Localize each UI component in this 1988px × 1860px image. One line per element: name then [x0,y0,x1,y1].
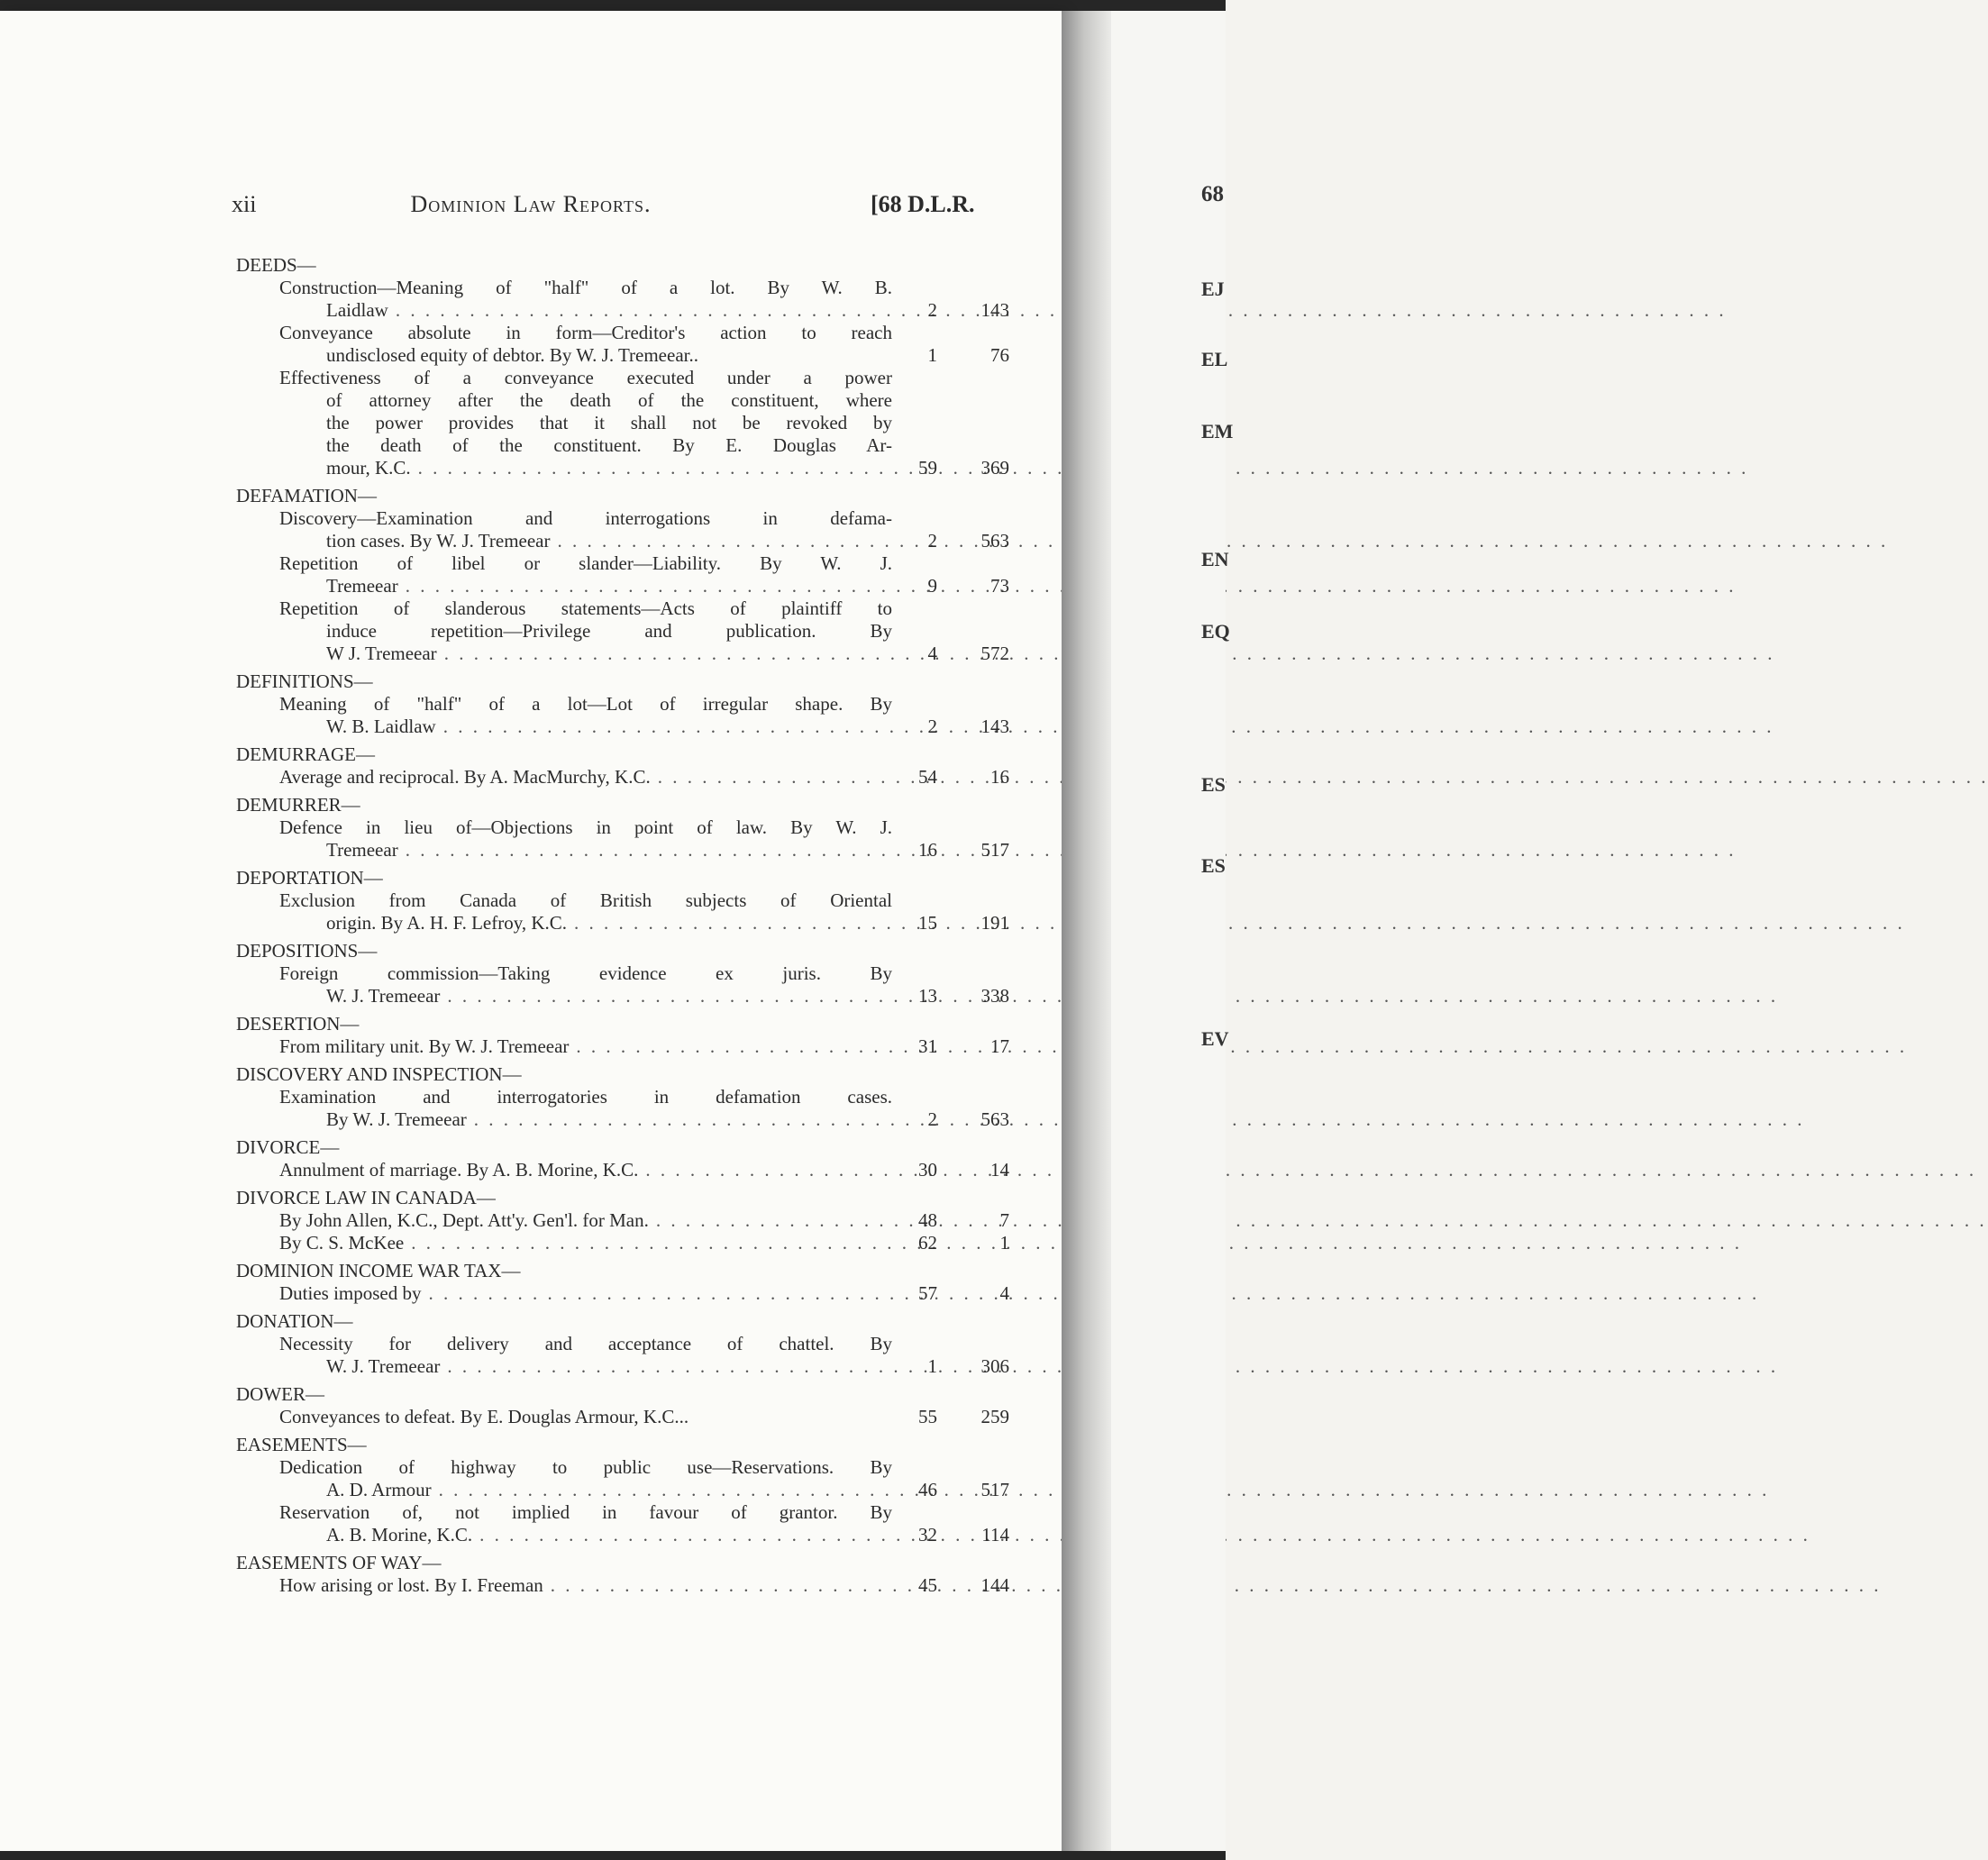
entry-text-line: Examination and interrogatories in defamation cases. [279,1086,892,1108]
index-entry [234,277,1009,322]
index-entry [234,693,1009,738]
entry-text-line: A. D. Armour [326,1479,432,1500]
volume-number: 2 [927,1108,937,1130]
index-entry [234,1035,1009,1058]
entry-text-line: Laidlaw [326,299,388,321]
page-reference: 517 [980,1479,1009,1500]
index-entry [234,1406,1009,1428]
entry-text-line: Meaning of "half" of a lot—Lot of irregular shape. By [279,693,892,715]
entry-text-line: induce repetition—Privilege and publication. By [326,620,892,642]
volume-number: 62 [918,1232,937,1254]
entry-text-line: Construction—Meaning of "half" of a lot. By W. B. [279,277,892,298]
entry-text-line: Defence in lieu of—Objections in point of law. By W. J. [279,816,892,838]
facing-page-fragment: EM [1201,420,1234,442]
entry-text-line: W J. Tremeear [326,643,437,664]
index-heading: DEPORTATION— [236,867,383,889]
facing-page-fragment: EV [1201,1027,1229,1050]
index-heading: DISCOVERY AND INSPECTION— [236,1063,522,1085]
index-heading: DIVORCE— [236,1136,340,1158]
volume-number: 13 [918,985,937,1007]
index-heading: DEFINITIONS— [236,670,373,692]
page-reference: 7 [999,1209,1009,1231]
book-gutter [1062,11,1111,1851]
page-reference: 16 [990,766,1009,788]
entry-text-line: By W. J. Tremeear [326,1108,467,1130]
page-reference: 259 [980,1406,1009,1427]
volume-number: 1 [927,1355,937,1377]
index-heading: DEFAMATION— [236,485,377,506]
entry-text-line: W. J. Tremeear [326,1355,441,1377]
entry-text-line: Foreign commission—Taking evidence ex juris. By [279,962,892,984]
entry-text-line: A. B. Morine, K.C. [326,1524,473,1545]
index-entry [234,322,1009,367]
entry-text-line: Annulment of marriage. By A. B. Morine, K.C. [279,1159,639,1181]
entry-text-line: the power provides that it shall not be revoked by [326,412,892,433]
index-entry [234,1232,1009,1254]
facing-page-fragment: EJ [1201,278,1225,300]
subject-index [234,254,1009,1597]
facing-page-fragment: EL [1201,348,1228,370]
index-entry [234,766,1009,789]
volume-number: 4 [927,643,937,664]
top-frame-border [0,0,1226,11]
page-reference: 143 [980,299,1009,321]
index-heading: DEMURRER— [236,794,360,816]
entry-text-line: Duties imposed by [279,1282,422,1304]
facing-page-fragment: EN [1201,548,1229,570]
entry-text-line: undisclosed equity of debtor. By W. J. Tremeear.. [326,344,698,366]
page-reference: 76 [990,344,1009,366]
index-entry [234,1159,1009,1181]
volume-number: 54 [918,766,937,788]
index-heading: DOWER— [236,1383,324,1405]
entry-text-line: By John Allen, K.C., Dept. Att'y. Gen'l. for Man. [279,1209,649,1231]
page-reference: 572 [980,643,1009,664]
index-entry [234,1086,1009,1131]
entry-text-line: Necessity for delivery and acceptance of chattel. By [279,1333,892,1354]
index-entry [234,597,1009,665]
volume-number: 46 [918,1479,937,1500]
dot-leader [574,912,1905,935]
book-page [0,11,1062,1851]
entry-text-line: mour, K.C. [326,457,411,479]
facing-page-fragment: EQ [1201,620,1230,643]
entry-text-line: Repetition of libel or slander—Liability. By W. J. [279,552,892,574]
index-heading: DOMINION INCOME WAR TAX— [236,1260,521,1281]
page-reference: 369 [980,457,1009,479]
entry-text-line: Conveyance absolute in form—Creditor's action to reach [279,322,892,343]
volume-number: 48 [918,1209,937,1231]
volume-number: 31 [918,1035,937,1057]
index-entry [234,507,1009,552]
page-reference: 144 [980,1574,1009,1596]
facing-page-number: 68 [1201,182,1224,206]
index-heading: DIVORCE LAW IN CANADA— [236,1187,496,1208]
entry-text-line: W. B. Laidlaw [326,716,436,737]
index-entry [234,1333,1009,1378]
volume-number: 57 [918,1282,937,1304]
entry-text-line: the death of the constituent. By E. Douglas Ar- [326,434,892,456]
facing-page-fragment: ES [1201,773,1226,796]
page-reference: 17 [990,1035,1009,1057]
dot-leader [576,1035,1907,1058]
page-reference: 517 [980,839,1009,861]
index-heading: DEPOSITIONS— [236,940,378,962]
index-entry [234,1209,1009,1232]
running-title: Dominion Law Reports. [410,191,652,217]
page-reference: 338 [980,985,1009,1007]
entry-text-line: Reservation of, not implied in favour of grantor. By [279,1501,892,1523]
volume-number: 45 [918,1574,937,1596]
facing-page-fragment: ES [1201,854,1226,877]
page-reference: 563 [980,1108,1009,1130]
entry-text-line: Effectiveness of a conveyance executed under a power [279,367,892,388]
entry-text-line: Tremeear [326,575,398,597]
entry-text-line: of attorney after the death of the constituent, where [326,389,892,411]
entry-text-line: By C. S. McKee [279,1232,405,1254]
index-entry [234,1574,1009,1597]
index-heading: DEEDS— [236,254,316,276]
bottom-frame-border [0,1851,1226,1860]
page-reference: 14 [990,1159,1009,1181]
volume-number: 2 [927,530,937,552]
index-entry [234,1456,1009,1501]
index-entry [234,552,1009,597]
entry-text-line: origin. By A. H. F. Lefroy, K.C. [326,912,568,934]
volume-number: 32 [918,1524,937,1545]
page-reference: 114 [981,1524,1009,1545]
volume-reference: [68 D.L.R. [871,191,975,217]
entry-text-line: How arising or lost. By I. Freeman [279,1574,543,1596]
page-number: xii [232,191,257,217]
index-heading: EASEMENTS— [236,1434,367,1455]
volume-number: 59 [918,457,937,479]
page-reference: 143 [980,716,1009,737]
page-reference: 73 [990,575,1009,597]
volume-number: 1 [927,344,937,366]
entry-text-line: tion cases. By W. J. Tremeear [326,530,551,552]
index-heading: DEMURRAGE— [236,743,376,765]
index-heading: DONATION— [236,1310,353,1332]
entry-text-line: Dedication of highway to public use—Reservations. By [279,1456,892,1478]
volume-number: 2 [927,716,937,737]
entry-text-line: Average and reciprocal. By A. MacMurchy, K.C. [279,766,651,788]
dot-leader [645,1159,1976,1181]
page-reference: 1 [999,1232,1009,1254]
volume-number: 16 [918,839,937,861]
dot-leader [658,766,1988,789]
volume-number: 55 [918,1406,937,1427]
volume-number: 9 [927,575,937,597]
entry-text-line: W. J. Tremeear [326,985,441,1007]
index-entry [234,367,1009,479]
index-entry [234,1501,1009,1546]
entry-text-line: Conveyances to defeat. By E. Douglas Armour, K.C... [279,1406,689,1427]
volume-number: 30 [918,1159,937,1181]
index-entry [234,1282,1009,1305]
volume-number: 2 [927,299,937,321]
page-reference: 191 [980,912,1009,934]
index-heading: EASEMENTS OF WAY— [236,1552,442,1573]
index-entry [234,889,1009,935]
volume-number: 15 [918,912,937,934]
entry-text-line: Repetition of slanderous statements—Acts of plaintiff to [279,597,892,619]
index-entry [234,962,1009,1008]
entry-text-line: Exclusion from Canada of British subjects of Oriental [279,889,892,911]
facing-page-edge [1111,11,1234,1851]
dot-leader [656,1209,1987,1232]
page-reference: 4 [999,1282,1009,1304]
entry-text-line: Discovery—Examination and interrogations in defama- [279,507,892,529]
entry-text-line: From military unit. By W. J. Tremeear [279,1035,570,1057]
index-entry [234,816,1009,862]
index-heading: DESERTION— [236,1013,360,1035]
page-reference: 563 [980,530,1009,552]
page-reference: 306 [980,1355,1009,1377]
entry-text-line: Tremeear [326,839,398,861]
